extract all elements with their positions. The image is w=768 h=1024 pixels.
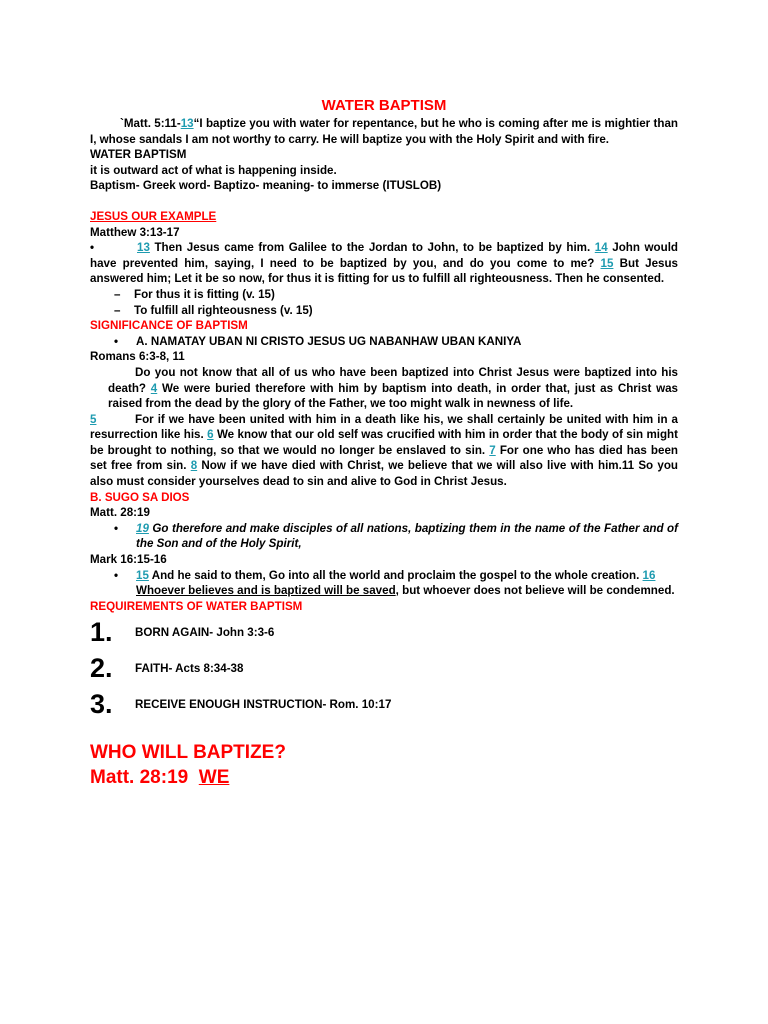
document-body [90, 96, 678, 790]
mark-bullet [90, 568, 678, 599]
matthew-bullet [90, 521, 678, 552]
verse-link-13b[interactable]: 13 [137, 241, 150, 255]
definition-greek: Baptism- Greek word- Baptizo- meaning- to immerse (ITUSLOB) [90, 179, 442, 193]
requirement-item [90, 686, 678, 722]
closing-reference: Matt. 28:19 [90, 767, 199, 789]
requirement-item [90, 650, 678, 686]
romans-paragraph-2 [90, 412, 678, 490]
intro-paragraph [90, 116, 678, 147]
romans-text-6: We know that our old self was crucified with him in order that the body of sin might be brought to nothing, so that we would no longer be enslaved to sin. [90, 428, 678, 457]
requirement-number: 2. [90, 653, 113, 684]
example-reference: Matthew 3:13-17 [90, 225, 180, 239]
bullet-marker: • [114, 568, 119, 582]
mark-verse-text-16: , but whoever does not believe will be condemned. [395, 584, 675, 598]
verse-text-13: Then Jesus came from Galilee to the Jordan to John, to be baptized by him. [149, 241, 595, 255]
point-a-text: A. NAMATAY UBAN NI CRISTO JESUS UG NABANHAW UBAN KANIYA [136, 334, 522, 348]
requirement-text: BORN AGAIN- John 3:3-6 [135, 625, 275, 639]
definition-line: it is outward act of what is happening inside. [90, 163, 337, 177]
requirement-text: RECEIVE ENOUGH INSTRUCTION- Rom. 10:17 [135, 697, 392, 711]
verse-link-19[interactable]: 19 [136, 521, 149, 535]
mark-reference: Mark 16:15-16 [90, 553, 167, 567]
dash-item [90, 303, 678, 319]
dash-marker: – [114, 287, 121, 301]
mark-verse-text-15: And he said to them, Go into all the world and proclaim the gospel to the whole creation. [148, 568, 643, 582]
matthew-verse-text: Go therefore and make disciples of all nations, baptizing them in the name of the Father and of the Son and of the Holy Spirit, [136, 521, 678, 551]
romans-paragraph-1 [90, 365, 678, 412]
verse-link-8[interactable]: 8 [190, 459, 198, 473]
significance-heading: SIGNIFICANCE OF BAPTISM [90, 319, 248, 333]
verse-link-7[interactable]: 7 [489, 443, 496, 457]
romans-text-7: For one who has died has been set free from sin. [90, 443, 678, 473]
dash-marker: – [114, 303, 121, 317]
requirement-number: 3. [90, 689, 113, 720]
requirement-text: FAITH- Acts 8:34-38 [135, 661, 244, 675]
bullet-marker: • [90, 241, 95, 255]
verse-link-13[interactable]: 13 [180, 117, 194, 130]
verse-link-14[interactable]: 14 [594, 241, 608, 255]
closing-answer: WE [198, 767, 230, 789]
requirement-item [90, 614, 678, 650]
closing-question: WHO WILL BAPTIZE? [90, 742, 286, 764]
closing-answer-line [90, 765, 678, 790]
sugo-heading: B. SUGO SA DIOS [90, 490, 190, 504]
matthew-verse [136, 521, 678, 552]
spacer [90, 194, 678, 209]
romans-text-5: For if we have been united with him in a death like his, we shall certainly be united with him in a resurrection like his. [90, 412, 678, 442]
romans-text-8: Now if we have died with Christ, we believe that we will also live with him.11 So you also must consider yourselves dead to sin and alive to God in Christ Jesus. [90, 459, 678, 489]
matthew-reference: Matt. 28:19 [90, 506, 150, 520]
verse-link-5[interactable]: 5 [90, 412, 97, 426]
dash-text: For thus it is fitting (v. 15) [134, 287, 275, 301]
intro-prefix: `Matt. 5:11- [120, 117, 181, 130]
verse-link-6[interactable]: 6 [207, 428, 214, 442]
verse-text-15: But Jesus answered him; Let it be so now, for thus it is fitting for us to fulfill all righteousness. Then he consented. [90, 256, 678, 286]
bullet-marker: • [114, 521, 119, 535]
bullet-marker: • [114, 334, 119, 348]
romans-text-4: We were buried therefore with him by baptism into death, in order that, just as Christ was raised from the dead by the glory of the Father, we too might walk in newness of life. [108, 381, 678, 411]
verse-link-15b[interactable]: 15 [136, 568, 149, 582]
verse-text-14: John would have prevented him, saying, I need to be baptized by you, and do you come to me? [90, 241, 678, 270]
significance-point [90, 334, 678, 350]
romans-text-3: Do you not know that all of us who have been baptized into Christ Jesus were baptized into his death? [108, 365, 678, 395]
example-paragraph [90, 240, 678, 287]
mark-verse [136, 568, 678, 599]
dash-item [90, 287, 678, 303]
romans-reference: Romans 6:3-8, 11 [90, 350, 185, 364]
requirements-heading: REQUIREMENTS OF WATER BAPTISM [90, 599, 303, 613]
page-title: WATER BAPTISM [321, 97, 447, 114]
example-heading: JESUS OUR EXAMPLE [90, 209, 217, 223]
verse-link-16[interactable]: 16 [642, 568, 656, 582]
intro-text: “I baptize you with water for repentance, but he who is coming after me is mightier than I, whose sandals I am not worthy to carry. He will baptize you with the Holy Spirit and with fire. [90, 117, 679, 146]
requirement-number: 1. [90, 617, 113, 648]
definition-heading: WATER BAPTISM [90, 148, 187, 162]
verse-link-4[interactable]: 4 [150, 381, 158, 395]
mark-verse-underlined: Whoever believes and is baptized will be saved [136, 584, 396, 598]
spacer [90, 722, 678, 740]
verse-link-15[interactable]: 15 [600, 256, 614, 270]
dash-text: To fulfill all righteousness (v. 15) [134, 303, 313, 317]
